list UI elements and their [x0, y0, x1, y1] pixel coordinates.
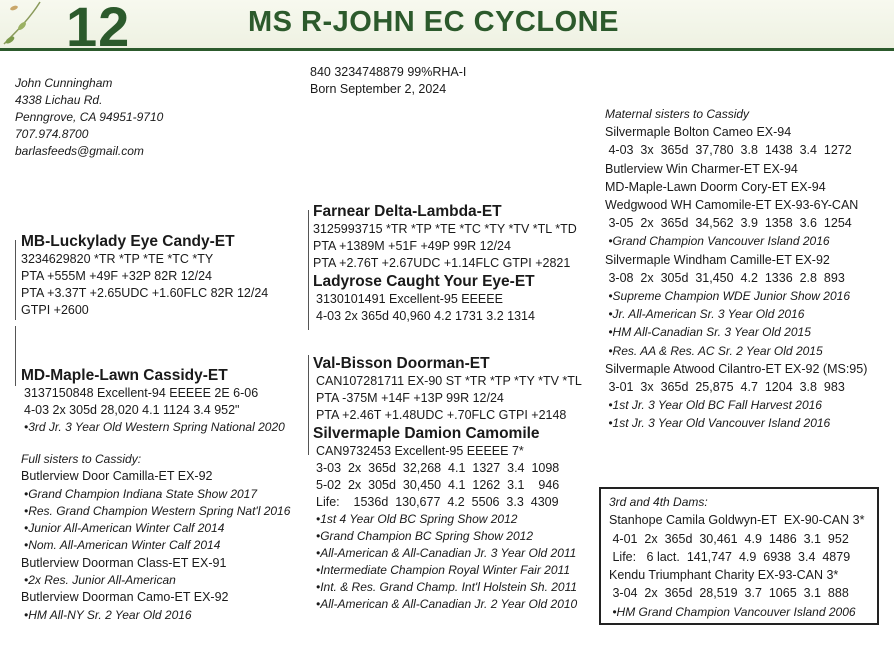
award-line: •Grand Champion Vancouver Island 2016: [605, 234, 830, 249]
sire-line: 3234629820 *TR *TP *TE *TC *TY: [21, 252, 214, 266]
animal-title: MS R-JOHN EC CYCLONE: [248, 6, 619, 38]
award-line: •Jr. All-American Sr. 3 Year Old 2016: [605, 307, 805, 322]
sister-name: Butlerview Door Camilla-ET EX-92: [21, 469, 213, 484]
sister-award: •Res. Grand Champion Western Spring Nat'l 2016: [24, 503, 291, 518]
sister-award: •Grand Champion Indiana State Show 2017: [24, 486, 258, 501]
record-line: 4-03 3x 365d 37,780 3.8 1438 3.4 1272: [605, 143, 852, 158]
sister-award: •HM All-NY Sr. 2 Year Old 2016: [24, 607, 192, 622]
record-line: 3-01 3x 365d 25,875 4.7 1204 3.8 983: [605, 380, 845, 395]
mgs-line: PTA +2.76T +2.67UDC +1.14FLC GTPI +2821: [313, 256, 571, 270]
record-line: Silvermaple Atwood Cilantro-ET EX-92 (MS:95): [605, 361, 868, 376]
sire-line: PTA +3.37T +2.65UDC +1.60FLC 82R 12/24: [21, 286, 269, 300]
born-date: Born September 2, 2024: [310, 82, 447, 96]
award-line: •Res. AA & Res. AC Sr. 2 Year Old 2015: [605, 343, 823, 358]
mgs-bar: [308, 210, 309, 330]
dam-line: 4-03 2x 305d 28,020 4.1 1124 3.4 952": [24, 403, 240, 417]
granddam-line: 3130101491 Excellent-95 EEEEE: [316, 292, 503, 306]
mgs2-block: [313, 354, 582, 613]
full-sisters-heading: Full sisters to Cassidy:: [21, 452, 142, 466]
consignor-address2: Penngrove, CA 94951-9710: [15, 110, 164, 124]
record-line: Life: 6 lact. 141,747 4.9 6938 3.4 4879: [609, 549, 851, 564]
granddam2-line: CAN9732453 Excellent-95 EEEEE 7*: [316, 444, 524, 458]
mgs2-line: PTA +2.46T +1.48UDC +.70FLC GTPI +2148: [316, 408, 567, 422]
granddam2-award: •All-American & All-Canadian Jr. 2 Year Old 2010: [316, 597, 578, 611]
dam-block: [21, 366, 285, 436]
record-line: Silvermaple Bolton Cameo EX-94: [605, 125, 792, 140]
leaf-decoration-icon: [0, 0, 60, 52]
lot-number: 12: [66, 0, 131, 58]
page-header: [0, 0, 894, 58]
maternal-sisters-block: [605, 105, 867, 433]
granddam2-award: •All-American & All-Canadian Jr. 3 Year Old 2011: [316, 546, 577, 560]
dam-name: MD-Maple-Lawn Cassidy-ET: [21, 367, 228, 384]
consignor-address1: 4338 Lichau Rd.: [15, 93, 103, 107]
record-line: 3-05 2x 365d 34,562 3.9 1358 3.6 1254: [605, 216, 852, 231]
granddam2-name: Silvermaple Damion Camomile: [313, 425, 540, 442]
sister-name: Butlerview Doorman Class-ET EX-91: [21, 555, 227, 570]
mgs2-line: PTA -375M +14F +13P 99R 12/24: [316, 391, 504, 405]
sister-name: Butlerview Doorman Camo-ET EX-92: [21, 590, 229, 605]
award-line: •1st Jr. 3 Year Old Vancouver Island 2016: [605, 416, 831, 431]
record-line: Kendu Triumphant Charity EX-93-CAN 3*: [609, 568, 839, 583]
sire-name: MB-Luckylady Eye Candy-ET: [21, 233, 235, 250]
record-line: 3-08 2x 305d 31,450 4.2 1336 2.8 893: [605, 270, 845, 285]
award-line: •Supreme Champion WDE Junior Show 2016: [605, 289, 850, 304]
dam-bar: [15, 326, 16, 386]
consignor-block: [15, 75, 163, 160]
record-line: MD-Maple-Lawn Doorm Cory-ET EX-94: [605, 179, 826, 194]
maternal-sisters-rows: [605, 123, 867, 432]
sire-block: [21, 232, 268, 319]
granddam-name: Ladyrose Caught Your Eye-ET: [313, 273, 535, 290]
full-sisters-block: [21, 451, 290, 624]
mgs-block: [313, 202, 577, 325]
record-line: Silvermaple Windham Camille-ET EX-92: [605, 252, 830, 267]
sire-bar: [15, 240, 16, 320]
mgs-line: 3125993715 *TR *TP *TE *TC *TY *TV *TL *TD: [313, 222, 577, 236]
consignor-name: John Cunningham: [15, 76, 113, 90]
granddam2-award: •Grand Champion BC Spring Show 2012: [316, 529, 533, 543]
mgs2-name: Val-Bisson Doorman-ET: [313, 355, 490, 372]
record-line: Wedgwood WH Camomile-ET EX-93-6Y-CAN: [605, 198, 859, 213]
dams-box-content: [609, 493, 864, 621]
record-line: 4-01 2x 365d 30,461 4.9 1486 3.1 952: [609, 531, 849, 546]
registration-line: 840 3234748879 99%RHA-I: [310, 65, 467, 79]
consignor-phone: 707.974.8700: [15, 127, 89, 141]
award-line: •1st Jr. 3 Year Old BC Fall Harvest 2016: [605, 398, 822, 413]
animal-id-block: [310, 64, 466, 98]
mgs-name: Farnear Delta-Lambda-ET: [313, 203, 502, 220]
mgs2-bar: [308, 355, 309, 455]
granddam-line: 4-03 2x 365d 40,960 4.2 1731 3.2 1314: [316, 309, 535, 323]
record-line: Butlerview Win Charmer-ET EX-94: [605, 161, 798, 176]
granddam2-award: •Intermediate Champion Royal Winter Fair 2011: [316, 563, 570, 577]
granddam2-award: •1st 4 Year Old BC Spring Show 2012: [316, 512, 518, 526]
dam-line: 3137150848 Excellent-94 EEEEE 2E 6-06: [24, 386, 259, 400]
dams-rows: [609, 511, 864, 621]
sire-line: PTA +555M +49F +32P 82R 12/24: [21, 269, 212, 283]
award-line: •HM Grand Champion Vancouver Island 2006: [609, 604, 856, 619]
mgs2-line: CAN107281711 EX-90 ST *TR *TP *TY *TV *TL: [316, 374, 582, 388]
record-line: 3-04 2x 365d 28,519 3.7 1065 3.1 888: [609, 586, 849, 601]
dam-award: •3rd Jr. 3 Year Old Western Spring National 2020: [24, 420, 285, 434]
sister-award: •Junior All-American Winter Calf 2014: [24, 521, 225, 536]
dams-heading: 3rd and 4th Dams:: [609, 495, 708, 509]
granddam2-line: 3-03 2x 365d 32,268 4.1 1327 3.4 1098: [316, 461, 560, 475]
sister-award: •Nom. All-American Winter Calf 2014: [24, 538, 221, 553]
sister-award: •2x Res. Junior All-American: [24, 573, 176, 588]
header-rule: [0, 48, 894, 51]
sire-line: GTPI +2600: [21, 303, 89, 317]
record-line: Stanhope Camila Goldwyn-ET EX-90-CAN 3*: [609, 513, 865, 528]
consignor-email[interactable]: barlasfeeds@gmail.com: [15, 144, 144, 158]
granddam2-award: •Int. & Res. Grand Champ. Int'l Holstein Sh. 2011: [316, 580, 578, 594]
granddam2-line: Life: 1536d 130,677 4.2 5506 3.3 4309: [316, 495, 559, 509]
mgs-line: PTA +1389M +51F +49P 99R 12/24: [313, 239, 511, 253]
award-line: •HM All-Canadian Sr. 3 Year Old 2015: [605, 325, 811, 340]
maternal-sisters-heading: Maternal sisters to Cassidy: [605, 107, 750, 121]
third-fourth-dams-box: [599, 487, 879, 625]
granddam2-line: 5-02 2x 305d 30,450 4.1 1262 3.1 946: [316, 478, 560, 492]
